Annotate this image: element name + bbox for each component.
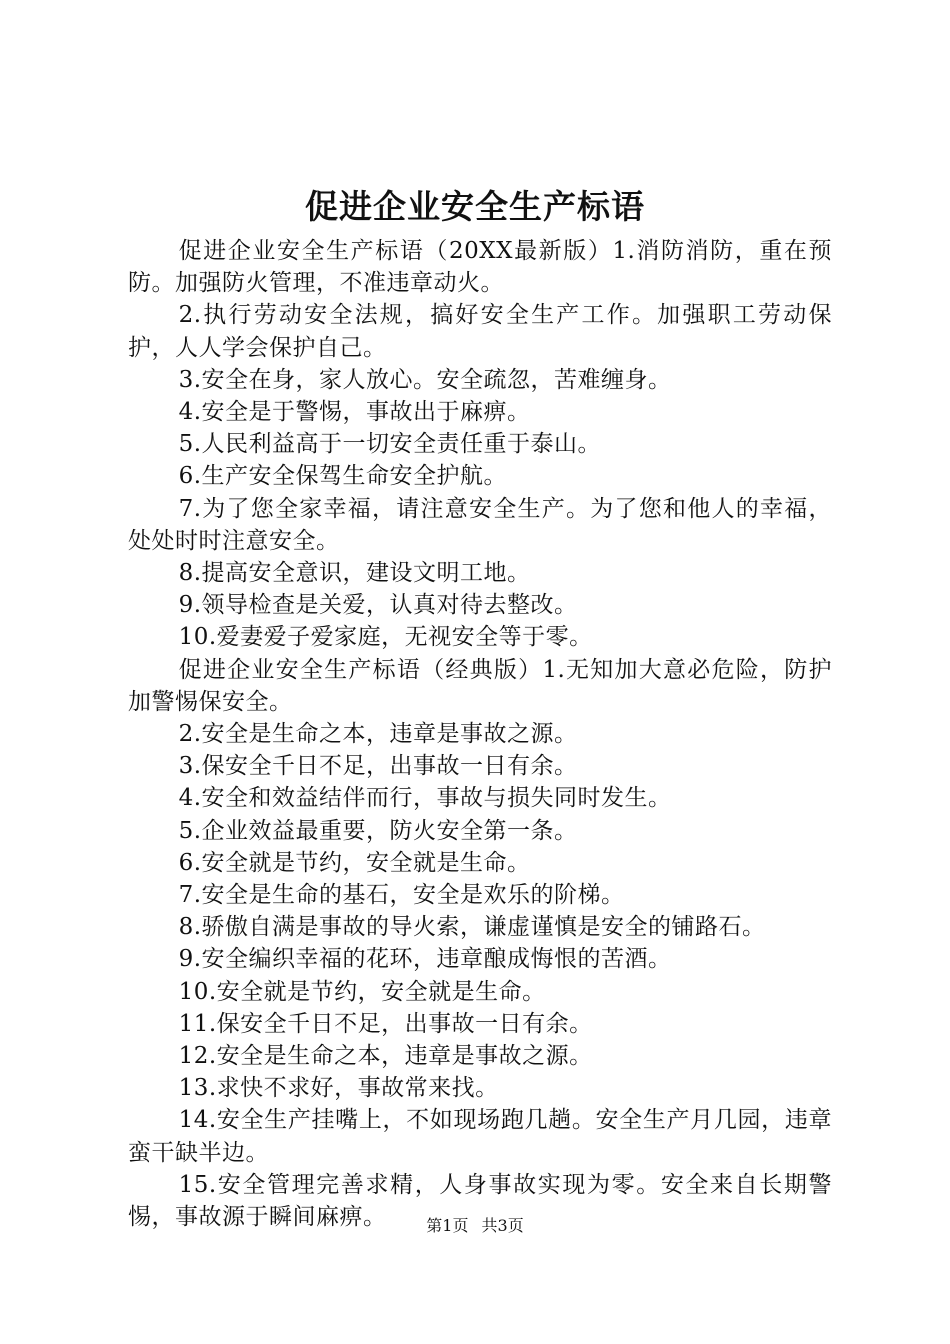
paragraph: 3.保安全千日不足，出事故一日有余。 (178, 753, 578, 780)
paragraph: 13.求快不求好，事故常来找。 (178, 1075, 499, 1102)
paragraph: 7.为了您全家幸福，请注意安全生产。为了您和他人的幸福，处处时时注意安全。 (128, 495, 832, 554)
paragraph: 11.保安全千日不足，出事故一日有余。 (178, 1010, 593, 1037)
paragraph: 9.安全编织幸福的花环，违章酿成悔恨的苦酒。 (178, 946, 672, 973)
paragraph: 10.爱妻爱子爱家庭，无视安全等于零。 (178, 624, 593, 651)
paragraph: 10.安全就是节约，安全就是生命。 (178, 978, 546, 1005)
paragraph: 7.安全是生命的基石，安全是欢乐的阶梯。 (178, 882, 625, 909)
paragraph: 9.领导检查是关爱，认真对待去整改。 (178, 592, 578, 619)
paragraph: 2.执行劳动安全法规，搞好安全生产工作。加强职工劳动保护，人人学会保护自己。 (128, 302, 832, 361)
paragraph: 8.骄傲自满是事故的导火索，谦虚谨慎是安全的铺路石。 (178, 914, 766, 941)
paragraph: 6.生产安全保驾生命安全护航。 (178, 463, 508, 490)
paragraph: 3.安全在身，家人放心。安全疏忽，苦难缠身。 (178, 366, 672, 393)
paragraph: 促进企业安全生产标语（经典版）1.无知加大意必危险，防护加警惕保安全。 (128, 656, 832, 715)
document-title: 促进企业安全生产标语 (305, 187, 645, 226)
paragraph: 5.企业效益最重要，防火安全第一条。 (178, 817, 578, 844)
paragraph: 8.提高安全意识，建设文明工地。 (178, 560, 531, 587)
paragraph: 6.安全就是节约，安全就是生命。 (178, 849, 531, 876)
paragraph: 15.安全管理完善求精，人身事故实现为零。安全来自长期警惕，事故源于瞬间麻痹。 (128, 1171, 832, 1231)
paragraph: 2.安全是生命之本，违章是事故之源。 (178, 721, 578, 748)
paragraph: 14.安全生产挂嘴上，不如现场跑几趟。安全生产月几园，违章蛮干缺半边。 (128, 1107, 832, 1166)
paragraph: 12.安全是生命之本，违章是事故之源。 (178, 1043, 593, 1070)
page-total: 共3页 (481, 1216, 524, 1235)
paragraph: 5.人民利益高于一切安全责任重于泰山。 (178, 431, 602, 458)
paragraph: 4.安全是于警惕，事故出于麻痹。 (178, 399, 531, 426)
document-body (128, 235, 832, 1233)
paragraph: 4.安全和效益结伴而行，事故与损失同时发生。 (178, 785, 672, 812)
paragraph: 促进企业安全生产标语（20XX最新版）1.消防消防，重在预防。加强防火管理，不准违章动火。 (128, 238, 832, 297)
page-footer (0, 1215, 950, 1237)
page-number: 第1页 (426, 1216, 469, 1235)
